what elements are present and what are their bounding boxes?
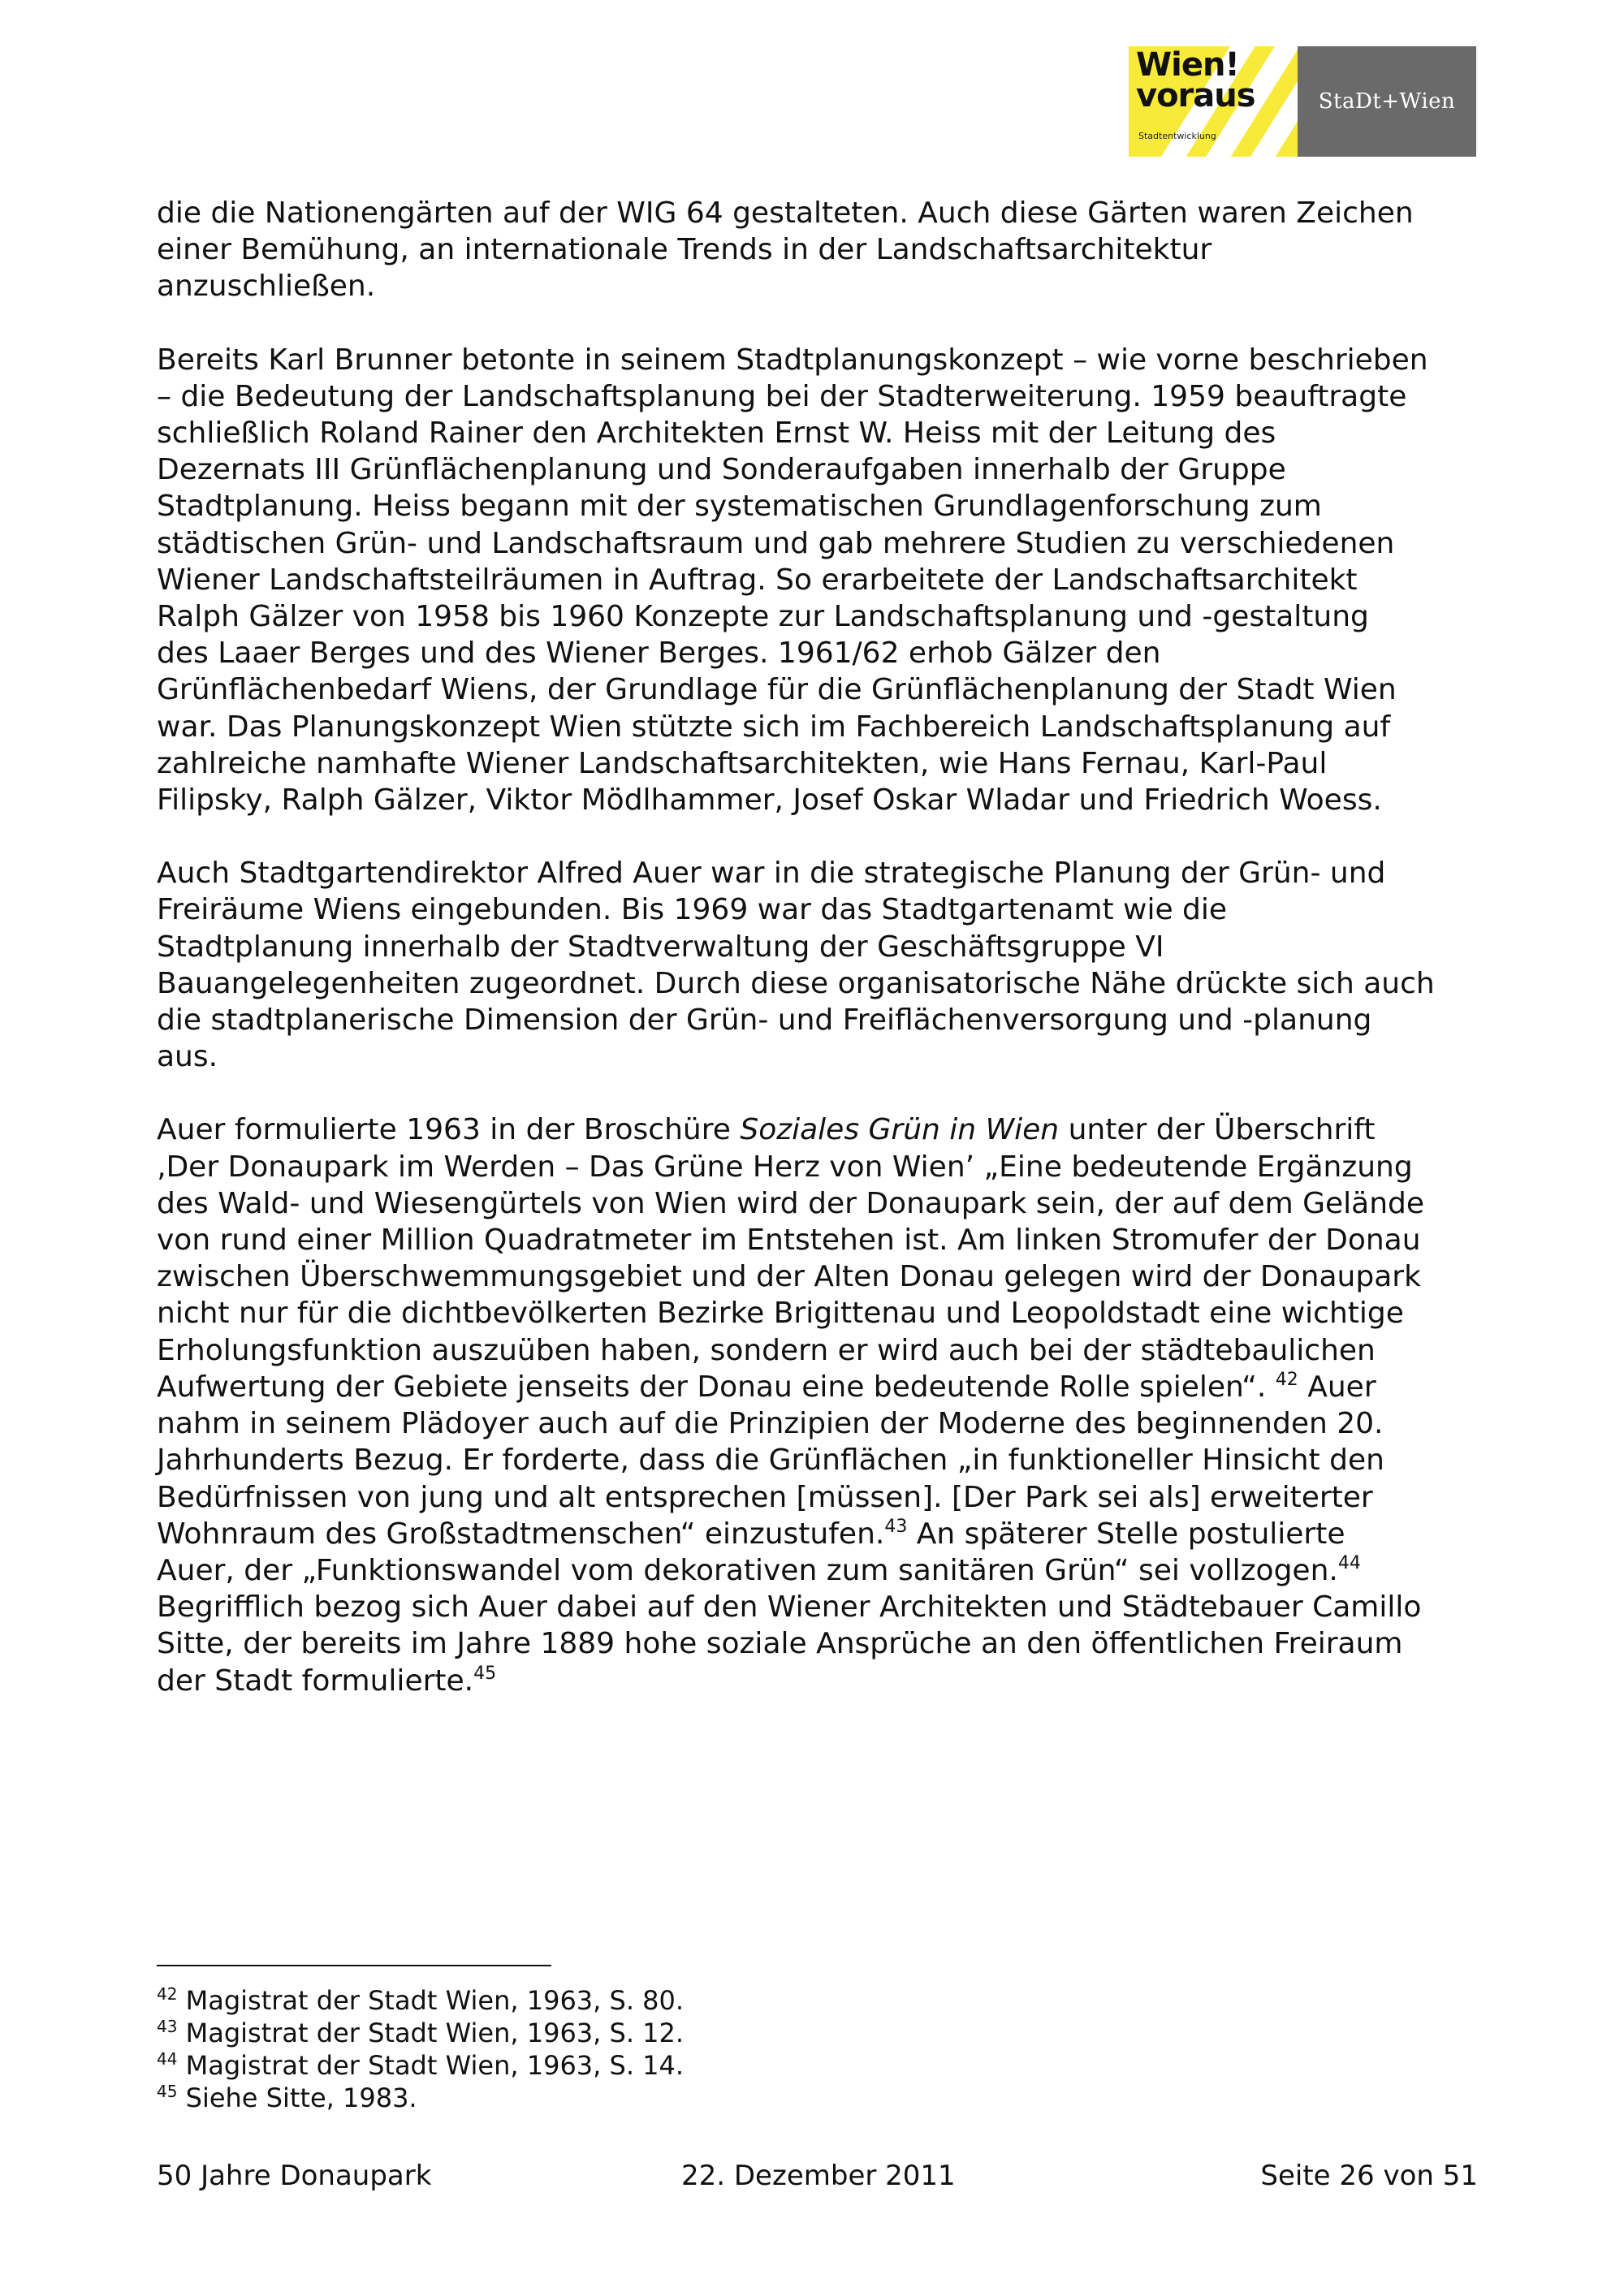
footnote-44 [157,2049,684,2082]
paragraph-4-text: Begrifflich bezog sich Auer dabei auf den Wiener Architekten und Städtebauer Camillo Sitte, der bereits im Jahre 1889 hohe soziale Ansprüche an den öffentlichen Freiraum der Stadt formulierte. [157,1590,1422,1698]
footnote-number: 44 [157,2049,178,2069]
paragraph-4 [157,1111,1488,1698]
footnote-ref-45[interactable]: 45 [473,1663,497,1684]
stadt-wien-logo [1298,46,1476,157]
publication-title: Soziales Grün in Wien [740,1113,1060,1147]
paragraph-3: Auch Stadtgartendirektor Alfred Auer war in die strategische Planung der Grün- und Freiräume Wiens eingebunden. Bis 1969 war das Stadtgartenamt wie die Stadtplanung innerhalb der Stadtverwaltung der Geschäftsgruppe VI Bauangelegenheiten zugeordnet. Durch diese organisatorische Nähe drückte sich auch die stadtplanerische Dimension der Grün- und Freiflächenversorgung und -planung aus. [157,857,1435,1074]
footer-page-number: Seite 26 von 51 [1260,2160,1478,2192]
footer-document-title: 50 Jahre Donaupark [157,2160,432,2192]
footnote-42 [157,1984,684,2017]
footnote-number: 43 [157,2017,178,2036]
logo-title [1136,46,1255,114]
footnote-number: 45 [157,2082,178,2101]
logo-title-line2: voraus [1136,77,1255,114]
logo-subtitle: Stadtentwicklung [1138,131,1216,141]
paragraph-4-text: unter der Überschrift ‚Der Donaupark im Werden – Das Grüne Herz von Wien’ „Eine bedeutende Ergänzung des Wald- und Wiesengürtels von Wien wird der Donaupark sein, der auf dem Gelände von rund einer Million Quadratmeter im Entstehen ist. Am linken Stromufer der Donau zwischen Überschwemmungsgebiet und der Alten Donau gelegen wird der Donaupark nicht nur für die dichtbevölkerten Bezirke Brigittenau und Leopoldstadt eine wichtige Erholungsfunktion auszuüben haben, sondern er wird auch bei der städtebaulichen Aufwertung der Gebiete jenseits der Donau eine bedeutende Rolle spielen“. [157,1113,1425,1404]
paragraph-4-text: Auer formulierte 1963 in der Broschüre [157,1113,741,1147]
wien-voraus-logo [1129,46,1298,157]
footnote-ref-42[interactable]: 42 [1275,1369,1298,1390]
footnote-45 [157,2082,684,2114]
footer-date: 22. Dezember 2011 [681,2160,956,2192]
paragraph-2: Bereits Karl Brunner betonte in seinem Stadtplanungskonzept – wie vorne beschrieben – die Bedeutung der Landschaftsplanung bei der Stadterweiterung. 1959 beauftragte schließlich Roland Rainer den Architekten Ernst W. Heiss mit der Leitung des Dezernats III Grünflächenplanung und Sonderaufgaben innerhalb der Gruppe Stadtplanung. Heiss begann mit der systematischen Grundlagenforschung zum städtischen Grün- und Landschaftsraum und gab mehrere Studien zu verschiedenen Wiener Landschaftsteilräumen in Auftrag. So erarbeitete der Landschaftsarchitekt Ralph Gälzer von 1958 bis 1960 Konzepte zur Landschaftsplanung und -gestaltung des Laaer Berges und des Wiener Berges. 1961/62 erhob Gälzer den Grünflächenbedarf Wiens, der Grundlage für die Grünflächenplanung der Stadt Wien war. Das Planungskonzept Wien stützte sich im Fachbereich Landschaftsplanung auf zahlreiche namhafte Wiener Landschaftsarchitekten, wie Hans Fernau, Karl-Paul Filipsky, Ralph Gälzer, Viktor Mödlhammer, Josef Oskar Wladar und Friedrich Woess. [157,343,1428,818]
paragraph-1: die die Nationengärten auf der WIG 64 gestalteten. Auch diese Gärten waren Zeichen einer Bemühung, an internationale Trends in der Landschaftsarchitektur anzuschließen. [157,196,1414,304]
logo-title-line1: Wien! [1136,46,1239,84]
footnote-number: 42 [157,1984,178,2004]
footnote-separator [157,1965,551,1966]
footnote-text: Magistrat der Stadt Wien, 1963, S. 80. [177,1985,685,2016]
paragraph-4-text: An späterer Stelle postulierte Auer, der „Funktionswandel vom dekorativen zum sanitären Grün“ sei vollzogen. [157,1517,1345,1587]
header-logo [1129,46,1476,157]
footnote-43 [157,2017,684,2049]
main-text [157,195,1488,1736]
footnote-text: Magistrat der Stadt Wien, 1963, S. 14. [177,2050,685,2081]
stadt-wien-logo-text: StaDt+Wien [1318,89,1456,114]
footnote-ref-44[interactable]: 44 [1337,1552,1361,1573]
paragraph-4-text: Auer nahm in seinem Plädoyer auch auf die Prinzipien der Moderne des beginnenden 20. Jahrhunderts Bezug. Er forderte, dass die Grünflächen „in funktioneller Hinsicht den Bedürfnissen von jung und alt entsprechen [müssen]. [Der Park sei als] erweiterter Wohnraum des Großstadtmenschen“ einzustufen. [157,1370,1384,1551]
footnote-text: Magistrat der Stadt Wien, 1963, S. 12. [177,2018,685,2048]
footnote-text: Siehe Sitte, 1983. [177,2082,417,2113]
footnotes [157,1984,684,2114]
footnote-ref-43[interactable]: 43 [884,1516,908,1537]
